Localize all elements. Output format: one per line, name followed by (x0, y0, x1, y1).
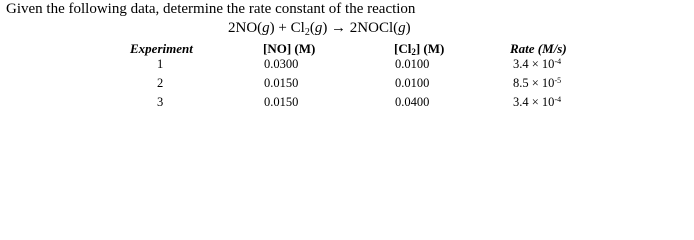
row2-cl2: 0.0100 (395, 76, 430, 90)
reaction-state-1: g (262, 20, 270, 36)
header-cl2-concentration: $[Cl_2]$ (M) (394, 41, 445, 57)
header-no-concentration: [NO] (M) (263, 41, 316, 56)
reaction-plus: ) + Cl (269, 20, 305, 36)
row3-experiment: 3 (157, 95, 164, 109)
reaction-arrow-product: ) → 2NOCl( (322, 20, 399, 36)
row3-no: 0.0150 (264, 95, 299, 109)
header-rate: Rate (M/s) (510, 41, 567, 56)
row2-experiment: 2 (157, 76, 164, 90)
reaction-state-open: ( (309, 20, 315, 36)
row2-rate: $8.5 \times 10^{-5}$ (513, 76, 562, 90)
row1-cl2: 0.0100 (395, 57, 430, 71)
reaction-state-3: g (398, 20, 406, 36)
reaction-reactant-1: 2NO( (228, 20, 263, 36)
row3-cl2: 0.0400 (395, 95, 430, 109)
header-experiment: Experiment (130, 41, 193, 56)
row3-rate: $3.4 \times 10^{-4}$ (513, 95, 562, 109)
row2-no: 0.0150 (264, 76, 299, 90)
question-text: Given the following data, determine the rate constant of the reaction (6, 1, 416, 17)
reaction-equation (228, 19, 411, 37)
reaction-end: ) (405, 20, 411, 36)
reaction-state-2: g (314, 20, 323, 36)
row1-rate: $3.4 \times 10^{-4}$ (513, 57, 562, 71)
row1-experiment: 1 (157, 57, 164, 71)
row1-no: 0.0300 (264, 57, 299, 71)
reaction-cl-subscript: 2 (304, 27, 310, 38)
